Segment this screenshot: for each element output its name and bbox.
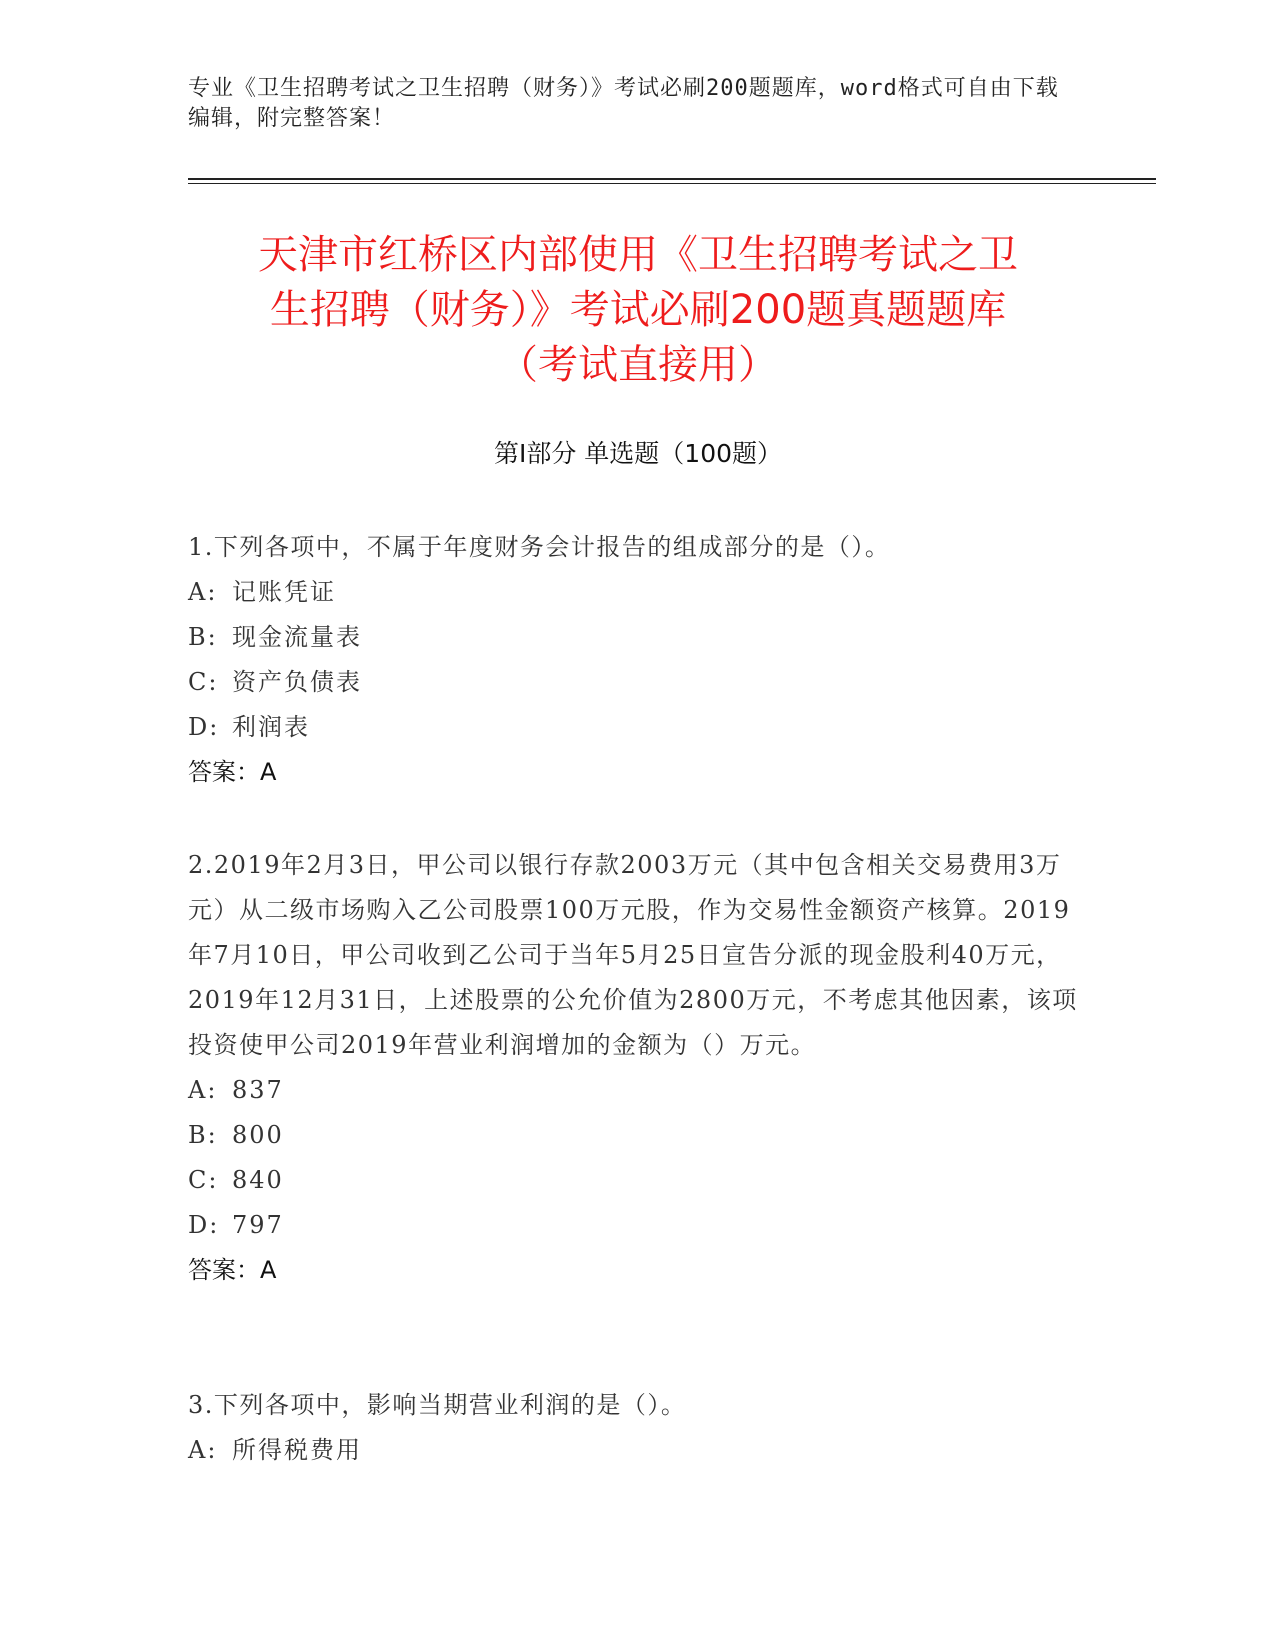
option-c xyxy=(188,1158,1088,1203)
option-letter: B: xyxy=(188,623,218,651)
option-text: 资产负债表 xyxy=(232,668,362,696)
header-note: 专业《卫生招聘考试之卫生招聘（财务）》考试必刷200题题库，word格式可自由下载编辑，附完整答案！ xyxy=(188,76,1059,131)
option-a xyxy=(188,1428,1088,1473)
option-text: 所得税费用 xyxy=(232,1436,362,1464)
question-stem: 3.下列各项中，影响当期营业利润的是（）。 xyxy=(188,1391,687,1419)
answer-line: 答案：A xyxy=(188,1256,277,1284)
option-d xyxy=(188,705,1088,750)
section-heading: 第Ⅰ部分 单选题（100题） xyxy=(493,439,783,468)
option-b xyxy=(188,615,1088,660)
document-title xyxy=(188,228,1088,393)
option-letter: D: xyxy=(188,1211,220,1239)
question-2 xyxy=(188,843,1088,1293)
option-letter: C: xyxy=(188,1166,219,1194)
option-text: 840 xyxy=(232,1166,284,1194)
option-d xyxy=(188,1203,1088,1248)
option-letter: B: xyxy=(188,1121,218,1149)
question-1 xyxy=(188,525,1088,795)
header-divider-thick xyxy=(188,178,1156,180)
option-letter: C: xyxy=(188,668,219,696)
question-stem: 1.下列各项中，不属于年度财务会计报告的组成部分的是（）。 xyxy=(188,533,891,561)
question-3 xyxy=(188,1383,1088,1473)
option-text: 837 xyxy=(232,1076,284,1104)
option-text: 利润表 xyxy=(232,713,310,741)
option-text: 797 xyxy=(232,1211,284,1239)
option-text: 现金流量表 xyxy=(232,623,362,651)
option-b xyxy=(188,1113,1088,1158)
option-text: 记账凭证 xyxy=(232,578,336,606)
question-stem: 2.2019年2月3日，甲公司以银行存款2003万元（其中包含相关交易费用3万元）从二级市场购入乙公司股票100万元股，作为交易性金额资产核算。2019年7月10日，甲公司收到乙公司于当年5月25日宣告分派的现金股利40万元，2019年12月31日，上述股票的公允价值为2800万元，不考虑其他因素，该项投资使甲公司2019年营业利润增加的金额为（）万元。 xyxy=(188,851,1078,1059)
option-c xyxy=(188,660,1088,705)
option-text: 800 xyxy=(232,1121,284,1149)
option-a xyxy=(188,570,1088,615)
option-letter: A: xyxy=(188,1436,218,1464)
option-letter: A: xyxy=(188,578,218,606)
document-title-line-1: 天津市红桥区内部使用《卫生招聘考试之卫 xyxy=(258,232,1018,278)
option-a xyxy=(188,1068,1088,1113)
answer-line: 答案：A xyxy=(188,758,277,786)
document-title-line-2: 生招聘（财务）》考试必刷200题真题题库 xyxy=(269,287,1007,333)
document-title-line-3: （考试直接用） xyxy=(498,342,778,388)
option-letter: D: xyxy=(188,713,220,741)
header-divider-thin xyxy=(188,183,1156,184)
option-letter: A: xyxy=(188,1076,218,1104)
